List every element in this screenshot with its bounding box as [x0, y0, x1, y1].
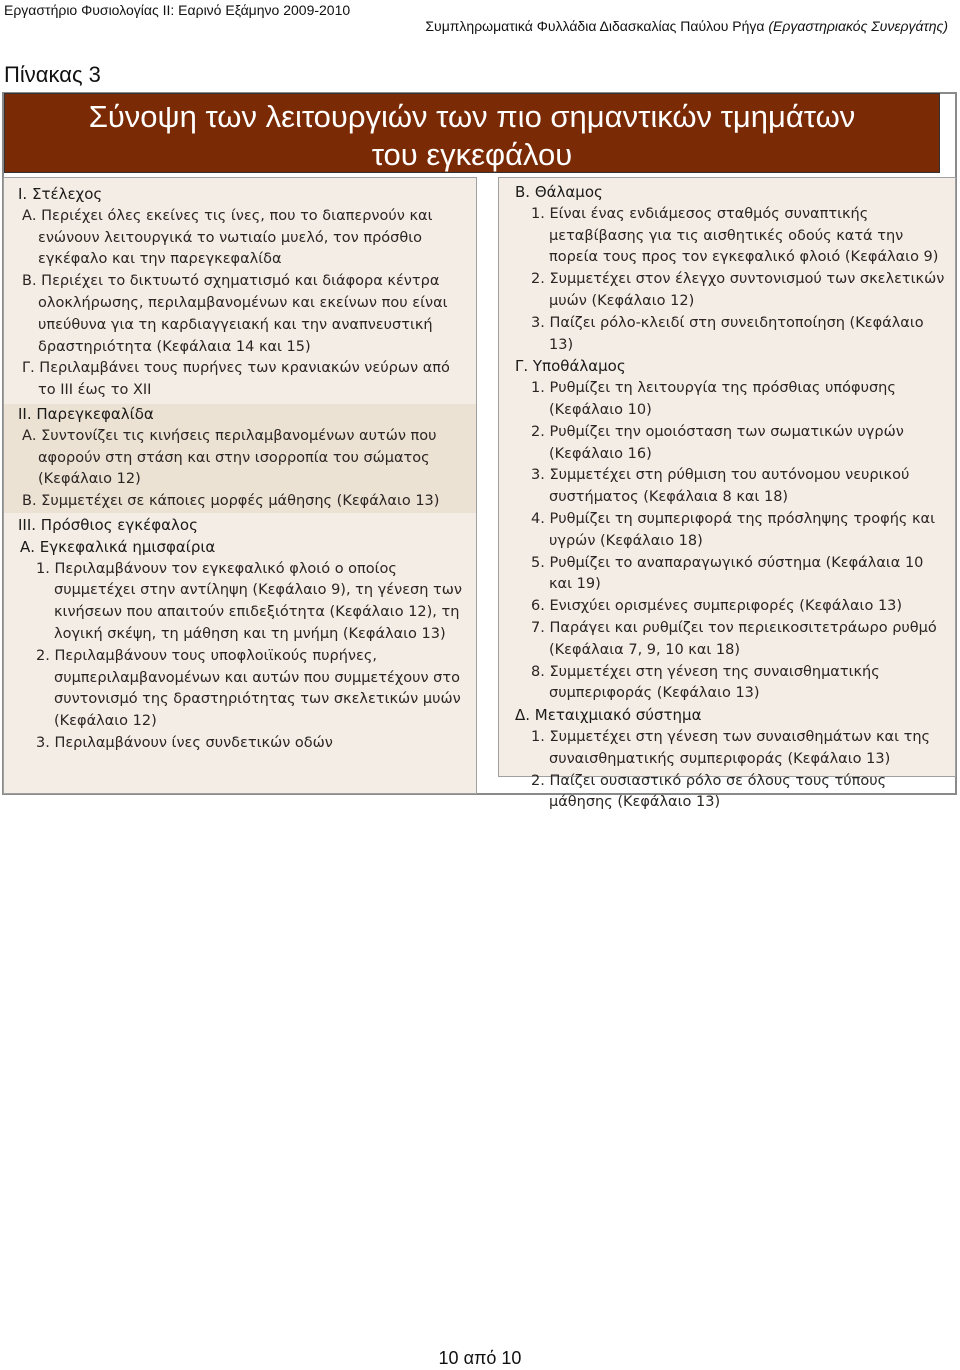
limbic-system-item-2: 2. Παίζει ουσιαστικό ρόλο σε όλους τους τύπους μάθησης (Κεφάλαιο 13)	[531, 772, 887, 811]
hypothalamus-item-8: 8. Συμμετέχει στη γένεση της συναισθηματικής συμπεριφοράς (Κεφάλαιο 13)	[531, 663, 880, 702]
brainstem-item-a: Α. Περιέχει όλες εκείνες τις ίνες, που το διαπερνούν και ενώνουν λειτουργικά το νωτιαίο μυελό, τον πρόσθιο εγκέφαλο και την παρεγκεφαλίδα	[22, 207, 433, 268]
hypothalamus-item-4: 4. Ρυθμίζει τη συμπεριφορά της πρόσληψης τροφής και υγρών (Κεφάλαιο 18)	[531, 510, 936, 549]
hemispheres-title: Α. Εγκεφαλικά ημισφαίρια	[20, 537, 216, 556]
limbic-system-item-1: 1. Συμμετέχει στη γένεση των συναισθημάτων και της συναισθηματικής συμπεριφοράς (Κεφάλαιο 13)	[531, 728, 931, 767]
section-brainstem-title: I. Στέλεχος	[18, 185, 103, 203]
brainstem-item-c: Γ. Περιλαμβάνει τους πυρήνες των κρανιακών νεύρων από το III έως το XII	[22, 360, 450, 399]
header-right-main: Συμπληρωματικά Φυλλάδια Διδασκαλίας Παύλου Ρήγα	[425, 18, 769, 34]
header-right-italic: (Εργαστηριακός Συνεργάτης)	[768, 18, 948, 34]
hypothalamus-title: Γ. Υποθάλαμος	[515, 357, 626, 376]
cerebellum-item-b: Β. Συμμετέχει σε κάποιες μορφές μάθησης (Κεφάλαιο 13)	[22, 493, 440, 510]
hemispheres-item-3: 3. Περιλαμβάνουν ίνες συνδετικών οδών	[36, 734, 333, 751]
thalamus-title: Β. Θάλαμος	[515, 183, 603, 201]
header-right	[425, 18, 948, 34]
hypothalamus-item-2: 2. Ρυθμίζει την ομοιόσταση των σωματικών υγρών (Κεφάλαιο 16)	[531, 423, 904, 462]
cerebellum-block	[4, 404, 476, 513]
hypothalamus-item-6: 6. Ενισχύει ορισμένες συμπεριφορές (Κεφάλαιο 13)	[531, 598, 903, 615]
hypothalamus-item-1: 1. Ρυθμίζει τη λειτουργία της πρόσθιας υπόφυσης (Κεφάλαιο 10)	[531, 380, 896, 418]
hypothalamus-item-5: 5. Ρυθμίζει το αναπαραγωγικό σύστημα (Κεφάλαια 10 και 19)	[531, 554, 924, 593]
left-column	[3, 177, 477, 794]
page-number: 10 από 10	[438, 1348, 522, 1368]
right-column	[498, 177, 956, 811]
hemispheres-item-2: 2. Περιλαμβάνουν τους υποφλοιϊκούς πυρήνες, συμπεριλαμβανομένων και αυτών που συμμετέχουν στο συντονισμό της δραστηριότητας των σκελετικών μυών (Κεφάλαιο 12)	[36, 647, 461, 730]
table-banner	[4, 93, 940, 173]
section-forebrain-title: III. Πρόσθιος εγκέφαλος	[18, 515, 198, 534]
header-left: Εργαστήριο Φυσιολογίας ΙΙ: Εαρινό Εξάμηνο 2009-2010	[4, 2, 351, 18]
section-cerebellum-title: II. Παρεγκεφαλίδα	[18, 404, 154, 423]
banner-title-line1: Σύνοψη των λειτουργιών των πιο σημαντικών τμημάτων	[88, 99, 856, 134]
brainstem-item-b: Β. Περιέχει το δικτυωτό σχηματισμό και διάφορα κέντρα ολοκλήρωσης, περιλαμβανομένων και εκείνων που είναι υπεύθυνα για τη καρδιαγγειακή και την αναπνευστική δραστηριότητα (Κεφάλαια 14 και 15)	[22, 273, 448, 355]
banner-title-line2: του εγκεφάλου	[371, 137, 573, 172]
limbic-system-title: Δ. Μεταιχμιακό σύστημα	[515, 706, 702, 725]
thalamus-item-2: 2. Συμμετέχει στον έλεγχο συντονισμού των σκελετικών μυών (Κεφάλαιο 12)	[531, 271, 945, 309]
thalamus-item-3: 3. Παίζει ρόλο-κλειδί στη συνειδητοποίηση (Κεφάλαιο 13)	[531, 314, 924, 353]
hemispheres-item-1: 1. Περιλαμβάνουν τον εγκεφαλικό φλοιό ο οποίος συμμετέχει στην αντίληψη (Κεφάλαιο 9), τη γένεση των κινήσεων που απαιτούν επιδεξιότητα (Κεφάλαιο 12), τη λογική σκέψη, τη μάθηση και τη μνήμη (Κεφάλαιο 13)	[36, 560, 463, 642]
thalamus-item-1: 1. Είναι ένας ενδιάμεσος σταθμός συναπτικής μεταβίβασης για τις αισθητικές οδούς κατά την πορεία τους προς τον εγκεφαλικό φλοιό (Κεφάλαιο 9)	[531, 205, 939, 266]
table-label: Πίνακας 3	[4, 62, 101, 87]
cerebellum-item-a: Α. Συντονίζει τις κινήσεις περιλαμβανομένων αυτών που αφορούν στη στάση και στην ισορροπία του σώματος (Κεφάλαιο 12)	[22, 427, 437, 488]
hypothalamus-item-7: 7. Παράγει και ρυθμίζει τον περιεικοσιτετράωρο ρυθμό (Κεφάλαια 7, 9, 10 και 18)	[531, 619, 937, 658]
hypothalamus-item-3: 3. Συμμετέχει στη ρύθμιση του αυτόνομου νευρικού συστήματος (Κεφάλαια 8 και 18)	[531, 467, 910, 506]
